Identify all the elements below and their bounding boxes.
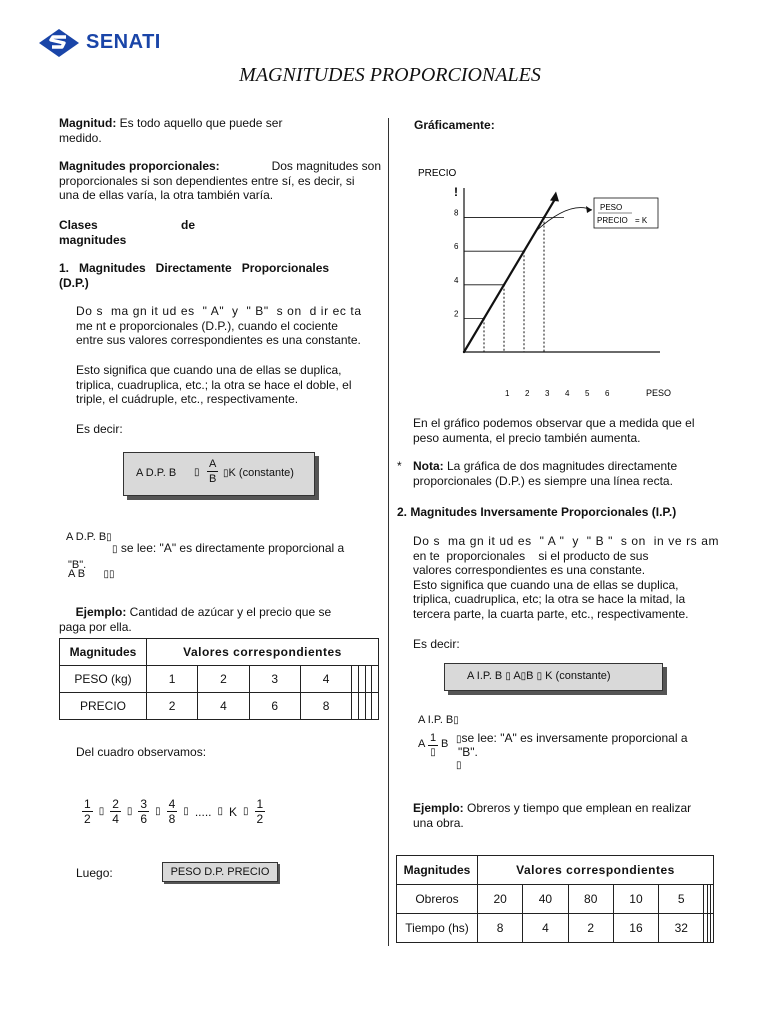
graficamente-label: Gráficamente: — [414, 118, 495, 132]
mp-def-3: una de ellas varía, la otra también varía. — [59, 188, 274, 202]
magnitud-term: Magnitud: — [59, 116, 117, 130]
table-row — [60, 693, 379, 720]
nota-term: Nota: — [413, 459, 444, 473]
dp-definition — [76, 304, 384, 348]
logo-text: SENATI — [86, 31, 161, 53]
table-cell — [365, 666, 372, 693]
table-row — [397, 885, 714, 914]
table-cell — [372, 666, 379, 693]
table-cell: 4 — [300, 666, 351, 693]
table-row — [60, 639, 379, 666]
dp-def-2: me nt e proporcionales (D.P.), cuando el cociente — [76, 318, 338, 333]
data-point — [483, 317, 485, 319]
mp-def-1: Dos magnitudes son — [271, 159, 381, 173]
luego-label: Luego: — [76, 866, 113, 880]
nota-star: * — [397, 459, 402, 473]
table-header: Valores correspondientes — [478, 856, 714, 885]
data-point — [503, 284, 505, 286]
dp-formula-left: A D.P. B — [136, 467, 177, 479]
ratio-num: 2 — [112, 797, 119, 811]
ip-def-2: en te proporcionales si el producto de sus — [413, 548, 649, 563]
ip-sig-3: tercera parte, la cuarta parte, etc., respectivamente. — [413, 606, 689, 621]
ratio-den: 4 — [112, 812, 119, 826]
x-tick-label: 5 — [585, 389, 590, 398]
table-cell: PESO (kg) — [60, 666, 147, 693]
x-tick-label: 3 — [545, 389, 550, 398]
ratio-dots: ..... — [194, 804, 212, 819]
dp-heading-2: (D.P.) — [59, 275, 89, 290]
ip-example-text-2: una obra. — [413, 815, 464, 830]
ip-def-3: valores correspondientes es una constante. — [413, 563, 646, 577]
table-cell: 8 — [478, 914, 523, 943]
table-row — [397, 914, 714, 943]
table-cell: 6 — [249, 693, 300, 720]
dp-example — [59, 605, 381, 634]
annotation-num: PESO — [600, 203, 623, 212]
ratio-fraction — [255, 797, 266, 826]
dp-line-chart — [410, 160, 700, 405]
ratio-num: 4 — [168, 797, 176, 811]
nota-2: proporcionales (D.P.) es siempre una línea recta. — [413, 473, 673, 488]
clases-word-2: magnitudes — [59, 232, 127, 247]
ip-example — [413, 801, 733, 830]
dp-table — [59, 638, 379, 720]
dp-sig-3: triple, el cuádruple, etc., respectivamente. — [76, 392, 299, 406]
annotation-rhs: = K — [635, 216, 648, 225]
dp-read-a: A D.P. B — [66, 531, 107, 543]
dp-read-sentence: se lee: "A" es directamente proporcional a — [120, 541, 345, 555]
ip-read-letter-a: A — [418, 738, 426, 750]
dp-read-3: A B ▯▯ — [68, 568, 115, 580]
data-point — [463, 351, 465, 353]
data-point — [523, 250, 525, 252]
table-cell: Obreros — [397, 885, 478, 914]
ip-sig-1: Esto significa que cuando una de ellas se duplica, — [413, 577, 679, 592]
table-cell — [358, 693, 365, 720]
dp-formula-constant: K (constante) — [228, 467, 294, 479]
ip-example-term: Ejemplo: — [413, 801, 464, 815]
annotation-arrowhead — [586, 206, 592, 213]
ip-formula-box — [444, 663, 663, 691]
ratio-num: 1 — [256, 797, 264, 811]
dp-formula-fraction — [207, 457, 218, 486]
table-cell: 8 — [300, 693, 351, 720]
data-line-arrowhead — [550, 191, 559, 201]
table-cell: 2 — [198, 666, 249, 693]
ratio-fraction — [138, 797, 149, 826]
ratio-den: 2 — [256, 812, 264, 826]
table-cell: 10 — [613, 885, 658, 914]
table-row — [60, 666, 379, 693]
ratio-fraction — [110, 797, 121, 826]
table-cell: 80 — [568, 885, 613, 914]
table-cell — [352, 666, 359, 693]
table-cell — [365, 693, 372, 720]
ip-read-sentence: se lee: "A" es inversamente proporcional a — [461, 731, 688, 745]
table-cell — [352, 693, 359, 720]
ip-definition — [413, 534, 733, 621]
senati-logo — [38, 28, 178, 58]
dp-heading — [59, 261, 381, 290]
y-tick-label: 6 — [454, 242, 459, 252]
dp-read-1: A D.P. B▯ — [66, 531, 112, 543]
dp-formula-symbol: ▯ — [194, 467, 200, 478]
data-point — [543, 216, 545, 218]
x-tick-label: 2 — [525, 389, 530, 398]
x-tick-label: 4 — [565, 389, 570, 398]
ip-read-letter-b: B — [441, 738, 449, 750]
y-tick-label: 4 — [454, 275, 459, 285]
y-tick-label: 8 — [454, 208, 459, 218]
table-cell: Tiempo (hs) — [397, 914, 478, 943]
mp-definition — [59, 159, 381, 203]
ip-read-symbol: ▯ — [456, 760, 462, 771]
ip-read-b: "B". — [458, 745, 478, 759]
ratio-den: 8 — [168, 812, 176, 826]
table-header: Valores correspondientes — [147, 639, 379, 666]
dp-read-b: "B". — [68, 559, 87, 571]
dp-formula-box — [123, 452, 315, 496]
ip-read-a: A I.P. B — [418, 714, 454, 726]
y-tick-label: 2 — [454, 309, 459, 319]
clases-heading — [59, 218, 259, 247]
page-title: MAGNITUDES PROPORCIONALES — [239, 64, 541, 86]
graph-obs-2: peso aumenta, el precio también aumenta. — [413, 430, 641, 445]
dp-formula-right: ▯K (constante) — [223, 467, 294, 479]
table-cell: 16 — [613, 914, 658, 943]
x-tick-label: 6 — [605, 389, 610, 398]
luego-box: PESO D.P. PRECIO — [162, 862, 278, 882]
graph-obs-1: En el gráfico podemos observar que a medida que el — [413, 416, 695, 430]
ip-read-text: ▯se lee: "A" es inversamente proporcional a — [456, 731, 688, 745]
table-row — [397, 856, 714, 885]
table-cell: 32 — [659, 914, 704, 943]
mp-term: Magnitudes proporcionales: — [59, 159, 220, 173]
table-cell: 2 — [147, 693, 198, 720]
dp-sig-2: triplica, cuadruplica, etc.; la otra se hace el doble, el — [76, 377, 352, 392]
dp-read-ab: A B — [68, 568, 86, 580]
table-cell: 3 — [249, 666, 300, 693]
table-header: Magnitudes — [60, 639, 147, 666]
graph-observation — [413, 416, 733, 445]
mp-def-2: proporcionales si son dependientes entre sí, es decir, si — [59, 173, 355, 188]
table-cell: 2 — [568, 914, 613, 943]
ip-def-1: Do s ma gn it ud es " A " y " B " s on in ve rs am — [413, 534, 720, 548]
dp-sig-1: Esto significa que cuando una de ellas se duplica, — [76, 363, 342, 377]
ratio-equation: $\frac{1}{2}$ ▯ $\frac{2}{4}$ ▯ $\frac{3}{6}$ ▯ $\frac{4}{8}$ ▯ ..... ▯ K ▯ $\frac{1}{2}$ — [84, 797, 264, 826]
senati-logo-icon — [38, 28, 80, 58]
table-cell — [372, 693, 379, 720]
clases-de: de — [181, 218, 196, 232]
table-cell — [710, 885, 713, 914]
es-decir-left: Es decir: — [76, 422, 123, 436]
ratio-num: 1 — [84, 797, 91, 811]
magnitud-definition — [59, 116, 379, 145]
magnitud-def-2: medido. — [59, 130, 102, 145]
table-cell — [710, 914, 713, 943]
ip-read-1: A I.P. B▯ — [418, 714, 459, 726]
table-cell: 1 — [147, 666, 198, 693]
ratio-fraction — [167, 797, 178, 826]
y-axis-label: PRECIO — [418, 168, 457, 179]
column-divider — [388, 118, 389, 946]
table-cell: PRECIO — [60, 693, 147, 720]
ip-read-den: ▯ — [430, 747, 436, 758]
ip-formula: A I.P. B ▯ A▯B ▯ K (constante) — [467, 670, 611, 682]
ip-formula-left: A I.P. B — [467, 670, 503, 682]
table-header: Magnitudes — [397, 856, 478, 885]
dp-heading-1: 1. Magnitudes Directamente Proporcionales — [59, 261, 330, 275]
ratio-fraction — [82, 797, 93, 826]
dp-significance — [76, 363, 384, 407]
ratio-den: 2 — [84, 812, 91, 826]
magnitud-def-1: Es todo aquello que puede ser — [116, 116, 283, 130]
ratio-den: 6 — [140, 812, 148, 826]
dp-formula-den: B — [209, 473, 217, 485]
nota — [413, 459, 733, 488]
ip-formula-a: A — [513, 670, 521, 682]
table-cell: 40 — [523, 885, 568, 914]
dp-example-text-2: paga por ella. — [59, 619, 132, 634]
ip-table — [396, 855, 714, 943]
dp-example-text-1: Cantidad de azúcar y el precio que se — [126, 605, 332, 619]
es-decir-right: Es decir: — [413, 637, 460, 651]
table-cell: 4 — [523, 914, 568, 943]
table-cell: 4 — [198, 693, 249, 720]
table-cell: 20 — [478, 885, 523, 914]
ratio-num: 3 — [140, 797, 148, 811]
y-axis-arrow-mark: ! — [454, 185, 458, 199]
ip-formula-constant: K (constante) — [545, 670, 611, 682]
ratio-k: K — [229, 804, 238, 819]
clases-word: Clases — [59, 218, 98, 232]
nota-1: La gráfica de dos magnitudes directamente — [443, 459, 678, 473]
ip-read-num: 1 — [430, 732, 437, 744]
ip-sig-2: triplica, cuadruplica, etc; la otra se hace la mitad, la — [413, 592, 686, 606]
ip-heading: 2. Magnitudes Inversamente Proporcionales (I.P.) — [397, 505, 677, 519]
x-tick-label: 1 — [505, 389, 510, 398]
x-axis-label: PESO — [646, 388, 672, 398]
dp-def-3: entre sus valores correspondientes es una constante. — [76, 333, 361, 347]
table-cell — [358, 666, 365, 693]
ip-example-text-1: Obreros y tiempo que emplean en realizar — [463, 801, 692, 815]
data-line — [464, 197, 556, 352]
annotation-den: PRECIO — [597, 216, 628, 225]
dp-example-term: Ejemplo: — [75, 605, 127, 619]
dp-def-1: Do s ma gn it ud es " A" y " B" s on d ir ec ta — [76, 304, 362, 318]
ip-formula-b: B — [526, 670, 534, 682]
dp-read-text: ▯ se lee: "A" es directamente proporcional a — [112, 541, 345, 555]
dp-formula-num: A — [209, 458, 217, 470]
ip-read-fraction — [428, 731, 438, 760]
del-cuadro: Del cuadro observamos: — [76, 745, 207, 759]
table-cell: 5 — [659, 885, 704, 914]
